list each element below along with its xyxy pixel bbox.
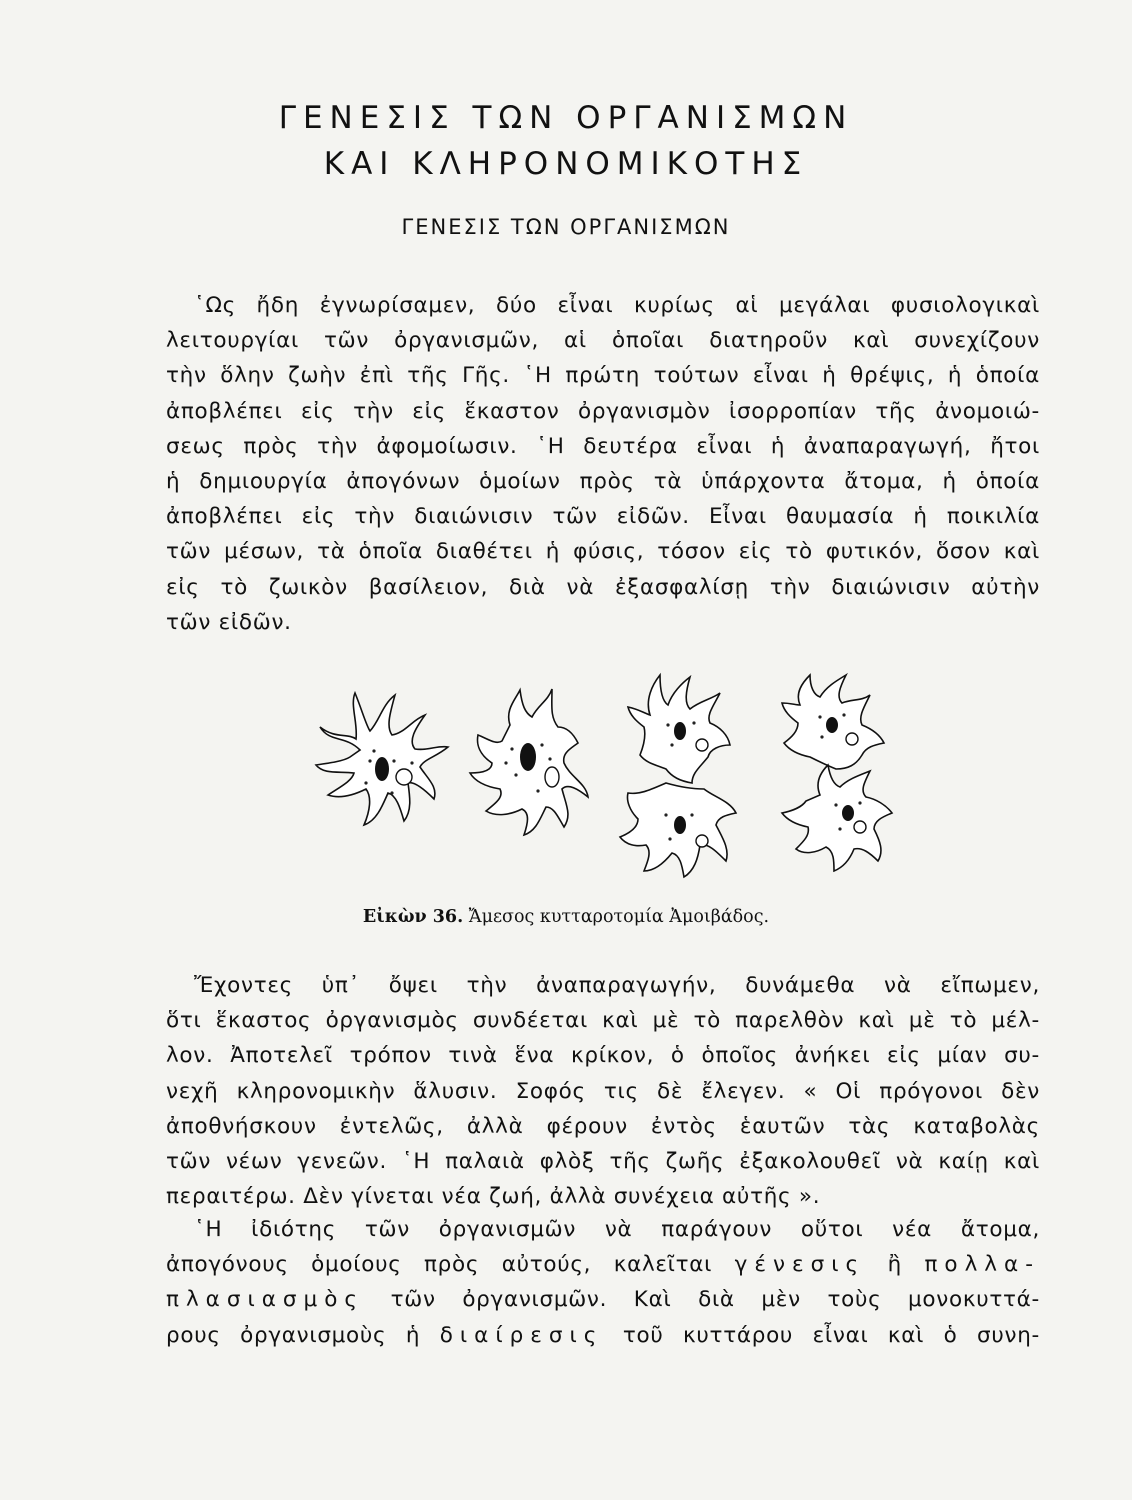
text-line: σεως πρὸς τὴν ἀφομοίωσιν. ῾Η δευτέρα εἶναι ἡ ἀναπαραγωγή, ἤτοι: [166, 433, 1040, 459]
text-line: λειτουργίαι τῶν ὀργανισμῶν, αἱ ὁποῖαι διατηροῦν καὶ συνεχίζουν: [166, 328, 1040, 354]
text-line: ἡ δημιουργία ἀπογόνων ὁμοίων πρὸς τὰ ὑπάρχοντα ἄτομα, ἡ ὁποία: [166, 468, 1040, 494]
term-pollaplasiasmos-end: πλασιασμὸς: [166, 1287, 364, 1313]
amoeba-division-illustration: [300, 665, 1020, 900]
text-line: ἀποβλέπει εἰς τὴν εἰς ἕκαστον ὀργανισμὸν ἰσορροπίαν τῆς ἀνομοιώ-: [166, 398, 1040, 424]
paragraph-2: [166, 968, 1040, 1214]
text-segment: ἀπογόνους ὁμοίους πρὸς αὐτούς, καλεῖται: [166, 1252, 713, 1278]
text-line: νεχῆ κληρονομικὴν ἅλυσιν. Σοφός τις δὲ ἔλεγεν. « Οἱ πρόγονοι δὲν: [166, 1078, 1040, 1104]
section-title: ΓΕΝΕΣΙΣ ΤΩΝ ΟΡΓΑΝΙΣΜΩΝ: [401, 215, 731, 239]
text-line: εἰς τὸ ζωικὸν βασίλειον, διὰ νὰ ἐξασφαλίσῃ τὴν διαιώνισιν αὐτὴν: [166, 574, 1040, 600]
term-genesis: γένεσις: [734, 1252, 866, 1278]
text-line: ῾Ως ἤδη ἐγνωρίσαμεν, δύο εἶναι κυρίως αἱ μεγάλαι φυσιολογικαὶ: [194, 293, 1040, 318]
figure-caption-text: Ἄμεσος κυτταροτομία Ἀμοιβάδος.: [468, 907, 770, 927]
text-line: ἀποθνήσκουν ἐντελῶς, ἀλλὰ φέρουν ἐντὸς ἑαυτῶν τὰς καταβολὰς: [166, 1113, 1040, 1139]
text-line: περαιτέρω. Δὲν γίνεται νέα ζωή, ἀλλὰ συνέχεια αὐτῆς ».: [166, 1184, 821, 1210]
text-line: τὴν ὅλην ζωὴν ἐπὶ τῆς Γῆς. ῾Η πρώτη τούτων εἶναι ἡ θρέψις, ἡ ὁποία: [166, 363, 1040, 389]
text-segment: ἢ: [887, 1252, 902, 1278]
term-pollaplasiasmos-start: πολλα-: [924, 1252, 1040, 1278]
paragraph-1: [166, 288, 1040, 640]
chapter-title-line-1: ΓΕΝΕΣΙΣ ΤΩΝ ΟΡΓΑΝΙΣΜΩΝ: [278, 100, 854, 136]
text-line: [166, 1282, 1040, 1317]
text-line: ἀποβλέπει εἰς τὴν διαιώνισιν τῶν εἰδῶν. Εἶναι θαυμασία ἡ ποικιλία: [166, 504, 1040, 530]
text-line: τῶν μέσων, τὰ ὁποῖα διαθέτει ἡ φύσις, τόσον εἰς τὸ φυτικόν, ὅσον καὶ: [166, 539, 1040, 565]
text-segment: τῶν ὀργανισμῶν. Καὶ διὰ μὲν τοὺς μονοκυττά-: [390, 1287, 1040, 1313]
paragraph-3: [166, 1212, 1040, 1353]
text-segment: τοῦ κυττάρου εἶναι καὶ ὁ συνη-: [622, 1322, 1040, 1348]
text-line: ῾Η ἰδιότης τῶν ὀργανισμῶν νὰ παράγουν οὕτοι νέα ἄτομα,: [194, 1217, 1040, 1242]
text-line: λον. Ἀποτελεῖ τρόπον τινὰ ἕνα κρίκον, ὁ ὁποῖος ἀνήκει εἰς μίαν συ-: [166, 1043, 1040, 1069]
term-diairesis: διαίρεσις: [439, 1322, 604, 1348]
amoeba-5-body: [782, 765, 892, 871]
chapter-title-line-2: ΚΑΙ ΚΛΗΡΟΝΟΜΙΚΟΤΗΣ: [323, 146, 809, 182]
figure-label: Εἰκὼν 36.: [362, 907, 464, 927]
figure-caption: [0, 907, 1132, 927]
text-line: ὅτι ἕκαστος ὀργανισμὸς συνδέεται καὶ μὲ τὸ παρελθὸν καὶ μὲ τὸ μέλ-: [166, 1008, 1040, 1034]
text-line: [166, 1247, 1040, 1282]
text-line: [166, 1318, 1040, 1353]
text-line: τῶν νέων γενεῶν. ῾Η παλαιὰ φλὸξ τῆς ζωῆς ἐξακολουθεῖ νὰ καίῃ καὶ: [166, 1148, 1040, 1174]
text-line: τῶν εἰδῶν.: [166, 609, 292, 635]
text-line: Ἔχοντες ὑπ᾽ ὄψει τὴν ἀναπαραγωγήν, δυνάμεθα νὰ εἴπωμεν,: [194, 973, 1040, 998]
text-segment: ρους ὀργανισμοὺς ἡ: [166, 1322, 421, 1348]
